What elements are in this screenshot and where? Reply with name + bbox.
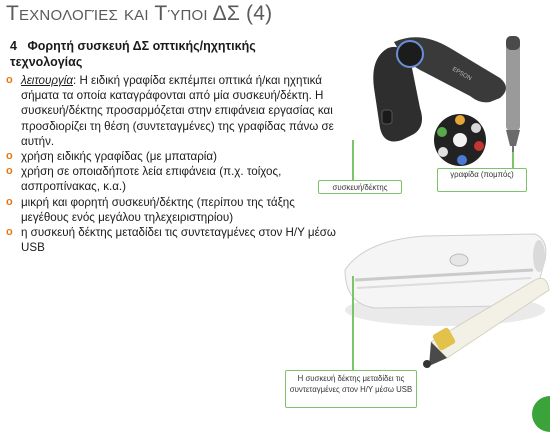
menu-wheel-item [438,147,448,157]
bullet-text: : Η ειδική γραφίδα εκπέμπει οπτικά ή/και ηχητικά σήματα τα οποία καταγράφονται από μία συσκευή/δέκτη. Η συσκευή/δέκτης προσαρμόζεται στην επιφάνεια εργασίας και προσδιορίζει τη θέση (συντεταγμένες) της γραφίδας πάνω σε αυτήν. [21,74,334,148]
bullet-marker: o [6,74,13,86]
receiver-bar-illustration [335,200,550,370]
menu-wheel-item [455,115,465,125]
bullet-marker: o [6,165,13,178]
bullet-list [6,73,336,255]
bullet-marker: o [6,150,13,163]
list-item [6,195,336,225]
list-item [6,149,336,164]
bullet-text: η συσκευή δέκτης μεταδίδει τις συντεταγμένες στον Η/Υ μέσω USB [21,226,336,255]
slide-title: Τεχνολογίες και Τύποι ΔΣ (4) [6,2,273,25]
receiver-sensor [450,254,468,266]
pen-cap [506,36,520,50]
pen-body [506,38,520,132]
bullet-text: χρήση ειδικής γραφίδας (με μπαταρία) [21,150,217,164]
callout-pen: γραφίδα (πομπός) [437,168,527,192]
menu-wheel-item [471,123,481,133]
heading-text: Φορητή συσκευή ΔΣ οπτικής/ηχητικής τεχνολογίας [10,39,256,69]
menu-wheel-item [437,127,447,137]
bullet-marker: o [6,226,13,239]
callout-connector [512,152,514,168]
device-brand-label: EPSON [451,66,473,83]
callout-receiver: συσκευή/δέκτης [318,180,402,194]
receiver-button [382,110,392,124]
callout-connector [352,140,354,182]
heading-number: 4 [10,39,17,53]
bullet-marker: o [6,195,13,208]
callout-connector [352,276,354,370]
section-heading [10,38,310,70]
list-item [6,73,336,149]
receiver-lens [397,41,423,67]
list-item [6,225,336,255]
callout-usb: Η συσκευή δέκτης μεταδίδει τις συντεταγμένες στον Η/Υ μέσω USB [285,370,417,408]
bullet-lead: λειτουργία [21,74,73,87]
menu-wheel-center [453,133,467,147]
list-item [6,164,336,194]
bullet-text: μικρή και φορητή συσκευή/δέκτης (περίπου της τάξης μεγέθους ενός μεγάλου τηλεχειριστηρίου) [21,195,295,224]
menu-wheel-item [457,155,467,165]
device-illustration [340,28,550,178]
menu-wheel-item [474,141,484,151]
slide-corner-decoration [532,396,550,432]
bullet-text: χρήση σε οποιαδήποτε λεία επιφάνεια (π.χ. τοίχος, ασπροπίνακας, κ.α.) [21,165,282,194]
pen-tip [506,130,520,146]
receiver-end-cap [533,240,545,272]
